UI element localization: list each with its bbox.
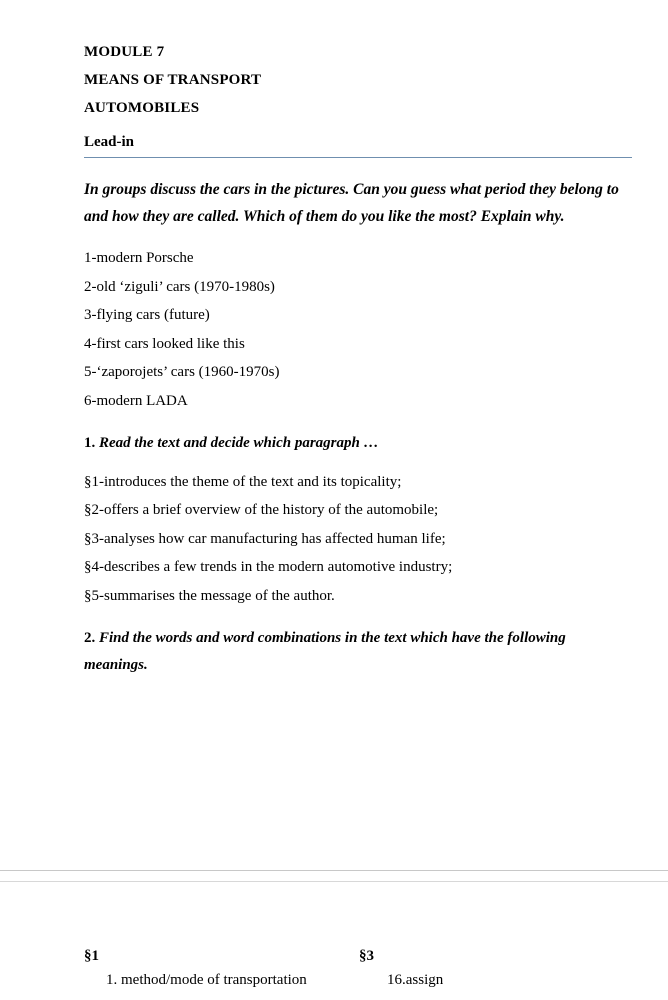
heading-automobiles: AUTOMOBILES bbox=[84, 100, 200, 116]
section-title: Lead-in bbox=[84, 134, 135, 150]
paragraph-list bbox=[84, 468, 634, 611]
task-2-number: 2. bbox=[84, 629, 96, 646]
task-1-text: Read the text and decide which paragraph … bbox=[99, 434, 379, 451]
list-item: §4-describes a few trends in the modern automotive industry; bbox=[84, 559, 453, 576]
list-item: §2-offers a brief overview of the history of the automobile; bbox=[84, 502, 439, 519]
page-break-divider bbox=[0, 870, 668, 882]
intro-instruction: In groups discuss the cars in the pictures. Can you guess what period they belong to and how they are called. Which of them do you like the most? Explain why. bbox=[84, 181, 619, 225]
heading-means-of-transport: MEANS OF TRANSPORT bbox=[84, 72, 262, 88]
list-item: 5-‘zaporojets’ cars (1960-1970s) bbox=[84, 364, 280, 381]
page-break-line-top bbox=[0, 870, 668, 871]
task-1 bbox=[84, 430, 634, 456]
list-item: 6-modern LADA bbox=[84, 392, 188, 409]
page-content bbox=[84, 38, 634, 679]
list-item: 2-old ‘ziguli’ cars (1970-1980s) bbox=[84, 278, 275, 295]
table-cell-left: 1. method/mode of transportation bbox=[106, 972, 307, 988]
task-1-number: 1. bbox=[84, 434, 96, 451]
picture-list bbox=[84, 244, 634, 416]
column-header-left: §1 bbox=[84, 948, 99, 964]
column-header-right: §3 bbox=[359, 948, 374, 964]
page-break-line-bottom bbox=[0, 881, 668, 882]
next-page-first-row bbox=[84, 972, 634, 996]
list-item: 3-flying cars (future) bbox=[84, 307, 210, 324]
next-page-preview bbox=[84, 948, 634, 996]
next-page-column-headers bbox=[84, 948, 634, 972]
list-item: 1-modern Porsche bbox=[84, 250, 194, 266]
task-2 bbox=[84, 625, 624, 679]
list-item: §1-introduces the theme of the text and its topicality; bbox=[84, 473, 402, 490]
list-item: §3-analyses how car manufacturing has affected human life; bbox=[84, 530, 446, 547]
lead-in-section-header bbox=[84, 131, 634, 158]
table-cell-right: 16.assign bbox=[387, 972, 444, 988]
list-item: 4-first cars looked like this bbox=[84, 335, 245, 352]
heading-module: MODULE 7 bbox=[84, 44, 165, 60]
task-2-text: Find the words and word combinations in the text which have the following meanings. bbox=[84, 629, 566, 673]
section-divider bbox=[84, 157, 632, 158]
list-item: §5-summarises the message of the author. bbox=[84, 587, 335, 604]
